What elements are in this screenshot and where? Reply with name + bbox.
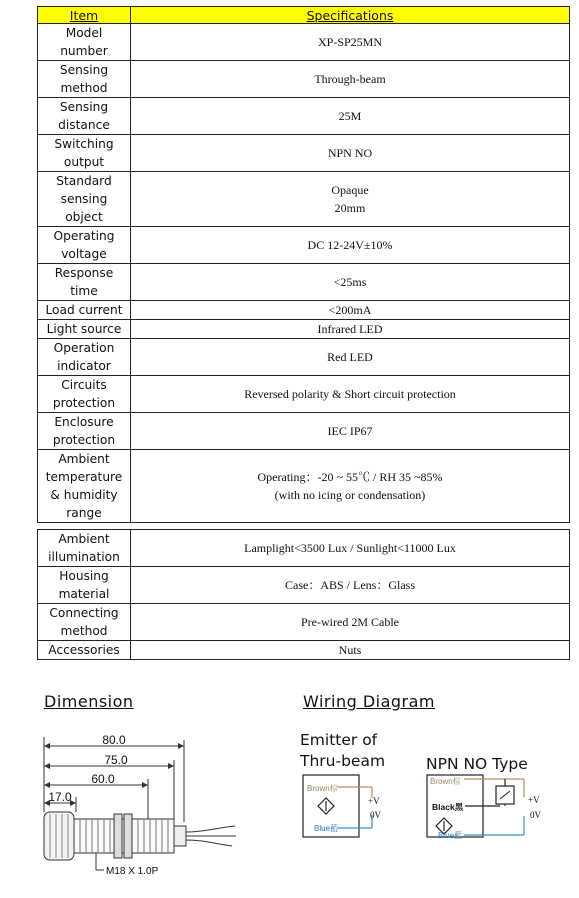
spec-value-line: (with no icing or condensation) (274, 488, 426, 502)
dim-80-label: 80.0 (102, 733, 126, 747)
spec-value-line: <25ms (333, 275, 367, 289)
spec-item-line: Housing (59, 569, 109, 583)
spec-value-line: Case：ABS / Lens：Glass (285, 578, 415, 592)
spec-value-line: XP-SP25MN (317, 35, 383, 49)
spec-value-line: IEC IP67 (327, 424, 373, 438)
spec-item-line: Connecting (49, 606, 119, 620)
sensor-nut-1 (114, 814, 122, 858)
spec-item-line: protection (52, 433, 116, 447)
spec-value-line: Pre-wired 2M Cable (301, 615, 399, 629)
spec-item-line: Accessories (48, 643, 120, 657)
npn-zero-v: 0V (530, 810, 541, 820)
emitter-wiring (303, 775, 382, 837)
spec-value-line: Red LED (327, 350, 373, 364)
npn-black-label: Black黑 (432, 802, 464, 812)
spec-value-line: NPN NO (327, 146, 373, 160)
npn-blue-label: Blue藍 (438, 831, 463, 840)
spec-item-line: temperature (45, 470, 123, 484)
spec-value-line: DC 12-24V±10% (307, 238, 393, 252)
spec-item-line: voltage (61, 247, 107, 261)
spec-item-line: Operation (53, 341, 115, 355)
spec-item-line: distance (58, 118, 110, 132)
dimension-title: Dimension (44, 692, 134, 711)
sensor-nut-2 (124, 814, 132, 858)
emitter-title (300, 730, 385, 772)
item-header: Item (38, 7, 131, 24)
dim-75-label: 75.0 (104, 753, 128, 767)
spec-item-line: time (70, 284, 98, 298)
spec-item-line: method (60, 624, 108, 638)
emitter-title-line-1: Emitter of (300, 731, 378, 749)
spec-item-line: Model (65, 26, 103, 40)
spec-item-line: material (58, 587, 110, 601)
spec-item-line: Standard (56, 174, 112, 188)
spec-value-line: 25M (338, 109, 362, 123)
spec-value-line: <200mA (328, 303, 372, 317)
spec-item-line: number (60, 44, 108, 58)
emitter-zero-v: 0V (370, 810, 381, 820)
npn-wiring (427, 775, 542, 840)
sensor-cap (44, 812, 74, 860)
emitter-brown-label: Brown棕 (307, 784, 338, 793)
spec-value-line: Reversed polarity & Short circuit protection (244, 387, 456, 401)
thread-label: M18 X 1.0P (106, 866, 159, 877)
dim-17-label: 17.0 (48, 790, 72, 804)
spec-value-line: Through-beam (314, 72, 386, 86)
spec-value-line: Nuts (338, 643, 362, 657)
spec-value-line: Lamplight<3500 Lux / Sunlight<11000 Lux (244, 541, 456, 555)
spec-item-line: indicator (57, 359, 111, 373)
spec-item-line: method (60, 81, 108, 95)
spec-value-line: Operating：-20 ~ 55℃ / RH 35 ~85% (257, 470, 443, 484)
spec-item-line: Switching (54, 137, 114, 151)
emitter-blue-label: Blue藍 (314, 824, 339, 833)
npn-brown-label: Brown棕 (430, 777, 461, 786)
dim-60-label: 60.0 (91, 772, 115, 786)
spec-item-line: range (66, 506, 102, 520)
wiring-diagram-title: Wiring Diagram (303, 692, 436, 711)
cable-wire-3 (186, 840, 232, 846)
spec-item-line: output (63, 155, 105, 169)
emitter-title-line-2: Thru-beam (300, 752, 386, 770)
spec-item-line: Ambient (58, 532, 110, 546)
cable-gland (174, 826, 186, 846)
spec-item-line: Sensing (59, 100, 109, 114)
spec-value-line: Opaque (331, 183, 369, 197)
spec-item-line: Light source (46, 322, 122, 336)
spec-item-line: Sensing (59, 63, 109, 77)
dimension-drawing (44, 737, 236, 870)
npn-title: NPN NO Type (426, 755, 528, 773)
spec-item-line: illumination (48, 550, 120, 564)
spec-item-line: Circuits (61, 378, 107, 392)
spec-item-line: Operating (53, 229, 115, 243)
spec-item-line: Enclosure (54, 415, 114, 429)
emitter-plus-v: +V (368, 796, 380, 806)
spec-item-line: sensing (60, 192, 108, 206)
spec-header: Specifications (131, 7, 570, 24)
spec-item-line: & humidity (50, 488, 118, 502)
npn-plus-v: +V (528, 795, 540, 805)
spec-value-line: Infrared LED (317, 322, 383, 336)
spec-item-line: Ambient (58, 452, 110, 466)
spec-value-line: 20mm (334, 201, 366, 215)
spec-item-line: object (65, 210, 103, 224)
cable-wire-1 (186, 826, 235, 832)
spec-item-line: protection (52, 396, 116, 410)
spec-item-line: Response (54, 266, 114, 280)
spec-item-line: Load current (45, 303, 123, 317)
